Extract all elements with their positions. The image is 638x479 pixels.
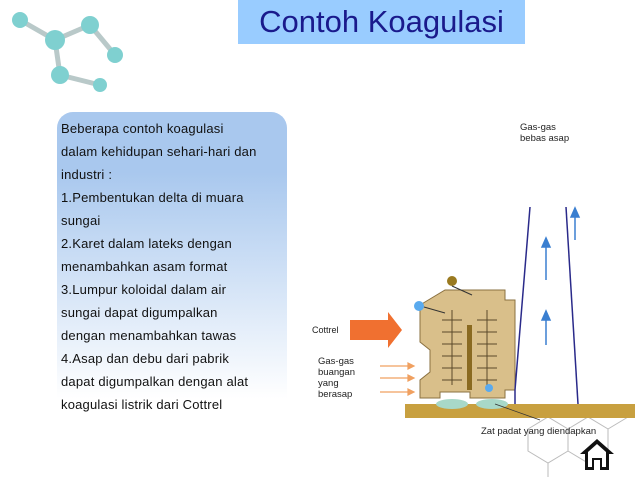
terminal-bottom [485,384,493,392]
panel-line: 3.Lumpur koloidal dalam air [61,282,227,297]
sediment-mound [436,399,468,409]
label-line: bebas asap [520,133,570,144]
label-clean-gas [520,122,569,144]
home-icon[interactable] [578,436,616,472]
page-title: Contoh Koagulasi [259,4,504,39]
panel-line: sungai [61,213,101,228]
label-sediment: Zat padat yang diendapkan [481,426,597,437]
label-smoke-gas [318,356,355,400]
cottrel-arrow [350,312,402,348]
label-line: Gas-gas [520,122,556,133]
panel-line: industri : [61,167,113,182]
terminal-positive [447,276,457,286]
panel-line: koagulasi listrik dari Cottrel [61,397,223,412]
panel-line: dengan menambahkan tawas [61,328,237,343]
label-line: berasap [318,389,353,400]
panel-line: dalam kehidupan sehari-hari dan [61,144,257,159]
label-line: yang [318,378,339,389]
panel-line: menambahkan asam format [61,259,228,274]
label-cottrel: Cottrel [312,325,339,335]
sediment-mound [476,399,508,409]
panel-line: sungai dapat digumpalkan [61,305,218,320]
panel-line: 4.Asap dan debu dari pabrik [61,351,230,366]
panel-line: 1.Pembentukan delta di muara [61,190,244,205]
panel-line: 2.Karet dalam lateks dengan [61,236,232,251]
central-electrode [467,325,472,390]
panel-line: Beberapa contoh koagulasi [61,121,224,136]
terminal-negative [414,301,424,311]
label-line: buangan [318,367,355,378]
panel-line: dapat digumpalkan dengan alat [61,374,249,389]
label-line: Gas-gas [318,356,354,367]
